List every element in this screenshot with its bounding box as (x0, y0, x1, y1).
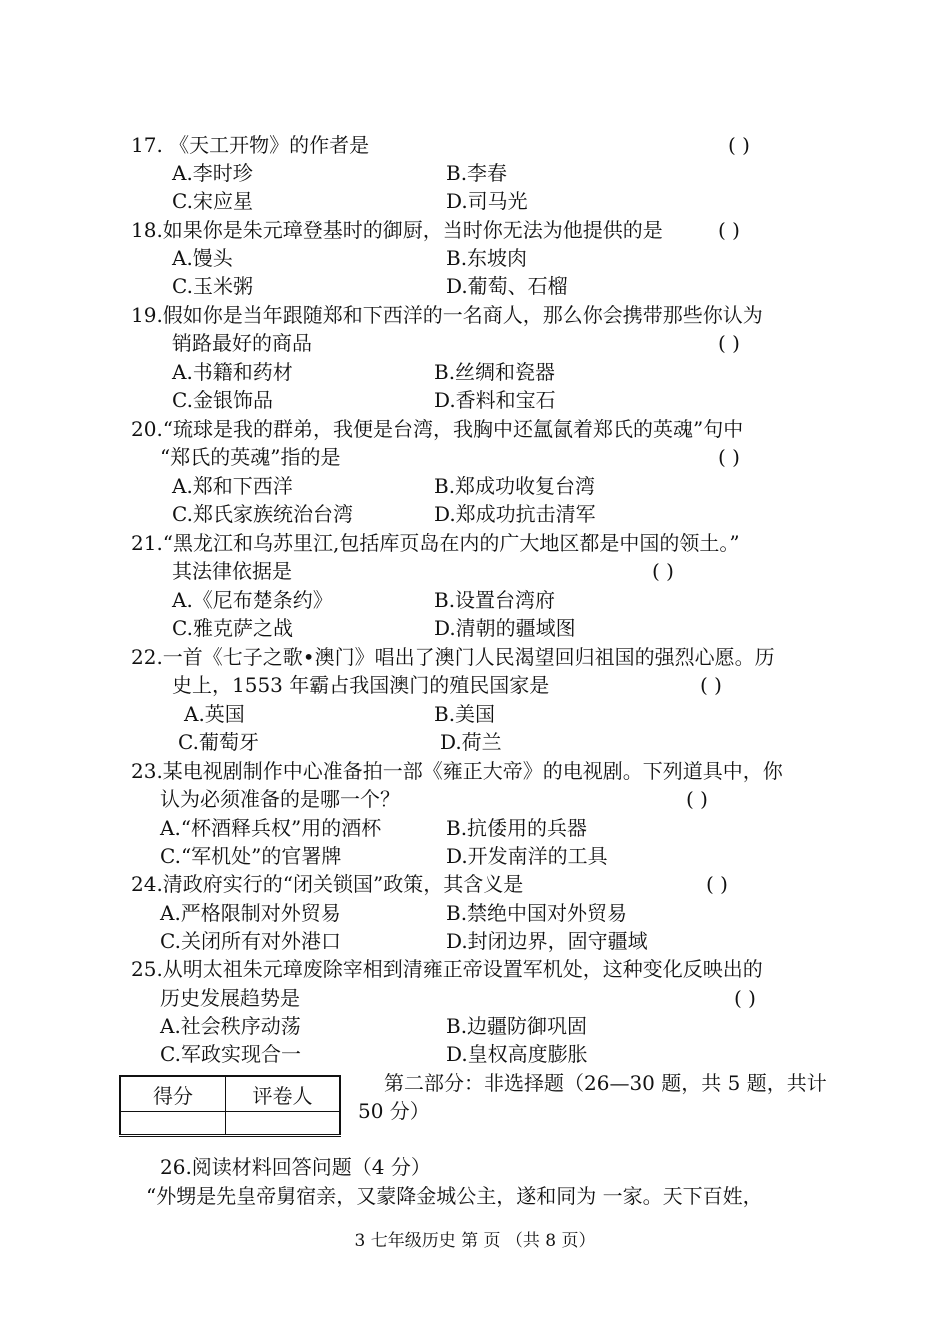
question-23-option-b: B.抗倭用的兵器 (446, 816, 588, 840)
question-25-option-d: D.皇权高度膨胀 (446, 1042, 588, 1066)
question-23-stem: 23.某电视剧制作中心准备拍一部《雍正大帝》的电视剧。下列道具中，你 (131, 759, 783, 783)
question-19-stem: 19.假如你是当年跟随郑和下西洋的一名商人，那么你会携带那些你认为 (131, 303, 763, 327)
question-20-option-c: C.郑氏家族统治台湾 (172, 502, 353, 526)
question-22-stem-continued: 史上，1553 年霸占我国澳门的殖民国家是 (172, 673, 550, 697)
question-23-option-c: C.“军机处”的官署牌 (160, 844, 342, 868)
question-21-option-c: C.雅克萨之战 (172, 616, 293, 640)
question-21-stem-continued: 其法律依据是 (172, 559, 292, 583)
question-22-option-d: D.荷兰 (440, 730, 502, 754)
question-24-answer-paren: ( ) (706, 872, 728, 896)
score-cell[interactable] (120, 1112, 226, 1136)
question-24-option-b: B.禁绝中国对外贸易 (446, 901, 628, 925)
question-19-answer-paren: ( ) (718, 331, 740, 355)
question-20-stem-continued: “郑氏的英魂”指的是 (160, 445, 341, 469)
question-20-stem: 20.“琉球是我的群弟，我便是台湾，我胸中还氲氤着郑氏的英魂”句中 (131, 417, 744, 441)
grader-cell[interactable] (226, 1112, 341, 1136)
question-20-option-d: D.郑成功抗击清军 (434, 502, 596, 526)
question-24-option-d: D.封闭边界，固守疆域 (446, 929, 648, 953)
question-17-option-b: B.李春 (446, 161, 508, 185)
question-23-option-a: A.“杯酒释兵权”用的酒杯 (160, 816, 382, 840)
question-21-option-a: A.《尼布楚条约》 (172, 588, 333, 612)
question-17-option-d: D.司马光 (446, 189, 528, 213)
part-two-heading-continued: 50 分） (358, 1099, 430, 1123)
question-22-answer-paren: ( ) (700, 673, 722, 697)
question-18-option-a: A.馒头 (172, 246, 233, 270)
question-25-answer-paren: ( ) (734, 986, 756, 1010)
question-24-option-a: A.严格限制对外贸易 (160, 901, 341, 925)
question-21-answer-paren: ( ) (652, 559, 674, 583)
question-18-option-b: B.东坡肉 (446, 246, 528, 270)
question-19-option-a: A.书籍和药材 (172, 360, 293, 384)
part-two-heading: 第二部分：非选择题（26—30 题，共 5 题，共计 (384, 1071, 827, 1095)
question-25-stem: 25.从明太祖朱元璋废除宰相到清雍正帝设置军机处，这种变化反映出的 (131, 957, 763, 981)
question-26-title: 26.阅读材料回答问题（4 分） (160, 1155, 431, 1179)
question-24-stem: 24.清政府实行的“闭关锁国”政策，其含义是 (131, 872, 524, 896)
question-21-stem: 21.“黑龙江和乌苏里江,包括库页岛在内的广大地区都是中国的领土。” (131, 531, 740, 555)
question-23-option-d: D.开发南洋的工具 (446, 844, 608, 868)
question-20-option-a: A.郑和下西洋 (172, 474, 293, 498)
question-20-option-b: B.郑成功收复台湾 (434, 474, 596, 498)
question-21-option-b: B.设置台湾府 (434, 588, 556, 612)
question-25-stem-continued: 历史发展趋势是 (160, 986, 300, 1010)
question-22-option-a: A.英国 (184, 702, 245, 726)
question-17-answer-paren: ( ) (728, 133, 750, 157)
question-18-stem: 18.如果你是朱元璋登基时的御厨，当时你无法为他提供的是 (131, 218, 663, 242)
question-26-material: “外甥是先皇帝舅宿亲，又蒙降金城公主，遂和同为 一家。天下百姓， (146, 1184, 763, 1208)
question-22-stem: 22.一首《七子之歌•澳门》唱出了澳门人民渴望回归祖国的强烈心愿。历 (131, 645, 775, 669)
question-21-option-d: D.清朝的疆域图 (434, 616, 576, 640)
page-footer: 3 七年级历史 第 页 （共 8 页） (354, 1231, 596, 1251)
question-19-option-d: D.香料和宝石 (434, 388, 556, 412)
question-19-stem-continued: 销路最好的商品 (172, 331, 312, 355)
question-20-answer-paren: ( ) (718, 445, 740, 469)
question-22-option-c: C.葡萄牙 (178, 730, 259, 754)
question-24-option-c: C.关闭所有对外港口 (160, 929, 341, 953)
score-header: 得分 (120, 1076, 226, 1112)
question-17-stem: 17. 《天工开物》的作者是 (131, 133, 370, 157)
question-18-answer-paren: ( ) (718, 218, 740, 242)
question-25-option-c: C.军政实现合一 (160, 1042, 301, 1066)
question-17-option-a: A.李时珍 (172, 161, 253, 185)
question-18-option-d: D.葡萄、石榴 (446, 274, 568, 298)
question-18-option-c: C.玉米粥 (172, 274, 253, 298)
question-25-option-a: A.社会秩序动荡 (160, 1014, 301, 1038)
score-table (119, 1075, 341, 1137)
question-23-answer-paren: ( ) (686, 787, 708, 811)
grader-header: 评卷人 (226, 1076, 341, 1112)
question-17-option-c: C.宋应星 (172, 189, 253, 213)
question-19-option-c: C.金银饰品 (172, 388, 273, 412)
question-22-option-b: B.美国 (434, 702, 496, 726)
question-19-option-b: B.丝绸和瓷器 (434, 360, 556, 384)
question-25-option-b: B.边疆防御巩固 (446, 1014, 588, 1038)
question-23-stem-continued: 认为必须准备的是哪一个？ (160, 787, 400, 811)
